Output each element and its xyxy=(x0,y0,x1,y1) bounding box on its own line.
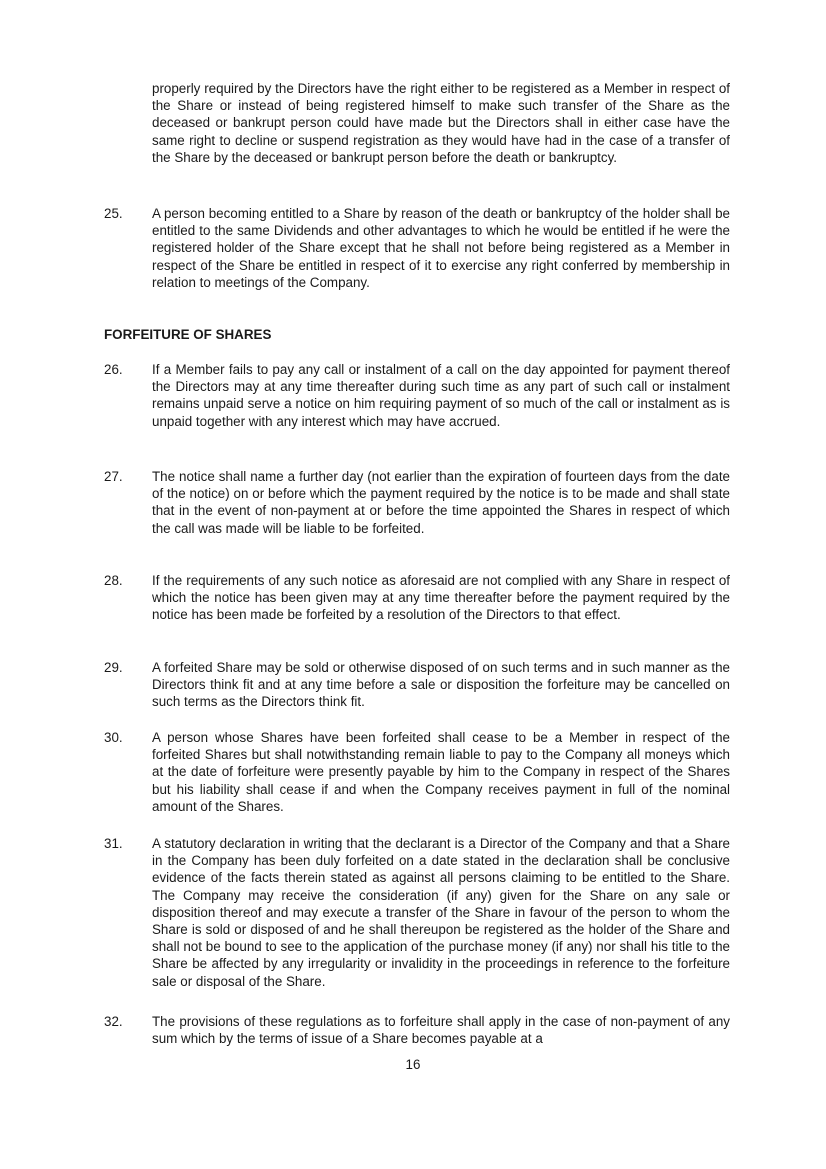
section-text-29: A forfeited Share may be sold or otherwise disposed of on such terms and in such manner as the Directors think fit and at any time before a sale or disposition the forfeiture may be cancelled on such terms as the Directors think fit. xyxy=(152,660,730,710)
section-text-27: The notice shall name a further day (not earlier than the expiration of fourteen days from the date of the notice) on or before which the payment required by the notice is to be made and shall state that in the event of non-payment at or before the time appointed the Shares in respect of which the call was made will be liable to be forfeited. xyxy=(152,469,730,536)
section-number-28: 28. xyxy=(104,573,123,588)
section-number-26: 26. xyxy=(104,362,123,377)
section-number-32: 32. xyxy=(104,1014,123,1029)
section-text-25: A person becoming entitled to a Share by reason of the death or bankruptcy of the holder shall be entitled to the same Dividends and other advantages to which he would be entitled if he were the registered holder of the Share except that he shall not before being registered as a Member in respect of the Share be entitled in respect of it to exercise any right conferred by membership in relation to meetings of the Company. xyxy=(152,206,730,290)
section-text-31: A statutory declaration in writing that the declarant is a Director of the Company and that a Share in the Company has been duly forfeited on a date stated in the declaration shall be conclusive evidence of the facts therein stated as against all persons claiming to be entitled to the Share. The Company may receive the consideration (if any) given for the Share on any sale or disposition thereof and may execute a transfer of the Share in favour of the person to whom the Share is sold or disposed of and he shall thereupon be registered as the holder of the Share and shall not be bound to see to the application of the purchase money (if any) nor shall his title to the Share be affected by any irregularity or invalidity in the proceedings in reference to the forfeiture sale or disposal of the Share. xyxy=(152,836,730,989)
section-text-26: If a Member fails to pay any call or instalment of a call on the day appointed for payment thereof the Directors may at any time thereafter during such time as any part of such call or instalment remains unpaid serve a notice on him requiring payment of so much of the call or instalment as is unpaid together with any interest which may have accrued. xyxy=(152,362,730,429)
section-number-31: 31. xyxy=(104,836,123,851)
page-number: 16 xyxy=(405,1057,421,1072)
section-heading: FORFEITURE OF SHARES xyxy=(104,327,272,342)
section-text-28: If the requirements of any such notice as aforesaid are not complied with any Share in respect of which the notice has been given may at any time thereafter before the payment required by the notice has been made be forfeited by a resolution of the Directors to that effect. xyxy=(152,573,730,623)
section-number-27: 27. xyxy=(104,469,123,484)
section-number-25: 25. xyxy=(104,206,123,221)
section-number-29: 29. xyxy=(104,660,123,675)
continuation-paragraph: properly required by the Directors have the right either to be registered as a Member in respect of the Share or instead of being registered himself to make such transfer of the Share as the deceased or bankrupt person could have made but the Directors shall in either case have the same right to decline or suspend registration as they would have had in the case of a transfer of the Share by the deceased or bankrupt person before the death or bankruptcy. xyxy=(152,81,730,165)
section-text-32: The provisions of these regulations as to forfeiture shall apply in the case of non-payment of any sum which by the terms of issue of a Share becomes payable at a xyxy=(152,1014,730,1047)
section-text-30: A person whose Shares have been forfeited shall cease to be a Member in respect of the forfeited Shares but shall notwithstanding remain liable to pay to the Company all moneys which at the date of forfeiture were presently payable by him to the Company in respect of the Shares but his liability shall cease if and when the Company receives payment in full of the nominal amount of the Shares. xyxy=(152,730,730,814)
section-number-30: 30. xyxy=(104,730,123,745)
